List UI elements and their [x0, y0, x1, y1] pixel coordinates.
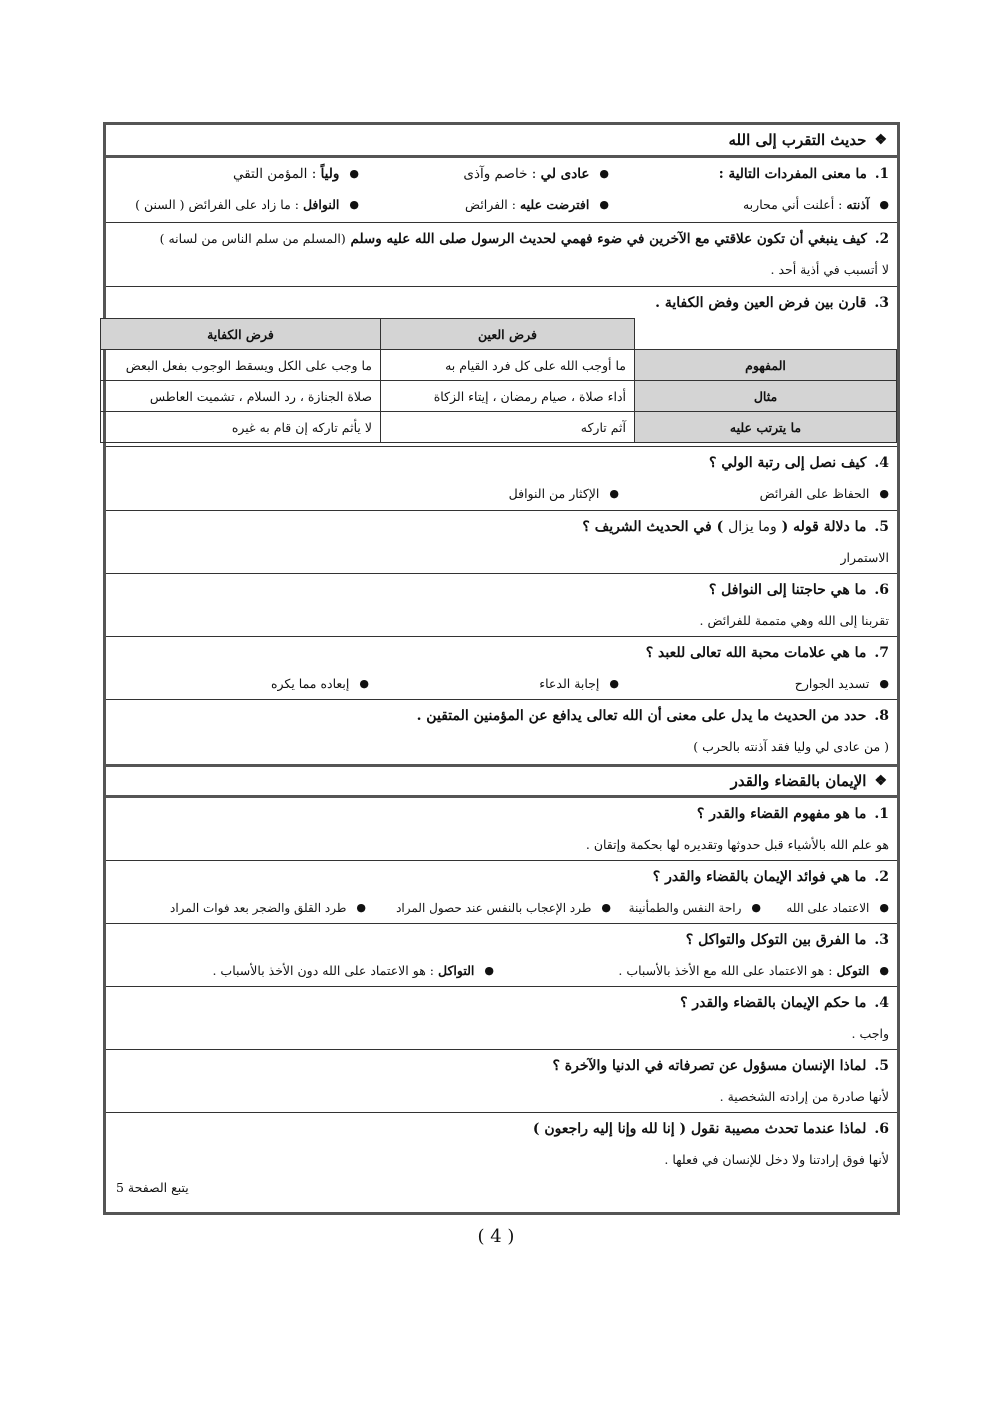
question-number: 6.	[874, 581, 889, 598]
answer-text: الاستمرار	[840, 550, 889, 565]
list-item: ● الحفاظ على الفرائض	[759, 486, 889, 501]
page-number: ( 4 )	[477, 1226, 515, 1247]
question-text: ما الفرق بين التوكل والتواكل ؟	[685, 931, 867, 948]
bullet-icon: ●	[356, 901, 366, 914]
worksheet-frame	[103, 122, 900, 1215]
table-cell: ما أوجب الله على كل فرد القيام به	[381, 350, 635, 381]
continue-note: يتبع الصفحة 5	[116, 1180, 189, 1195]
answer-text: هو علم الله بالأشياء قبل حدوثها وتقديره لها بحكمة وإتقان .	[585, 837, 889, 852]
question-block	[106, 700, 897, 764]
list-item: ● افترضت عليه : الفرائض	[465, 197, 609, 212]
answer-text: واجب .	[851, 1026, 889, 1041]
question-text: لماذا الإنسان مسؤول عن تصرفاته في الدنيا والآخرة ؟	[552, 1057, 867, 1074]
diamond-bullet-icon: ❖	[874, 773, 887, 789]
bullet-icon: ●	[879, 901, 889, 914]
question-number: 4.	[874, 994, 889, 1011]
question-number: 2.	[874, 230, 889, 247]
answer-text: لا أتسبب في أذية أحد .	[770, 262, 889, 277]
question-text: ما حكم الإيمان بالقضاء والقدر ؟	[680, 994, 867, 1011]
list-item: ● عادى لي : خاصم وآذى	[463, 165, 609, 182]
question-text: قارن بين فرض العين وفض الكفاية .	[655, 294, 867, 311]
question-block	[106, 223, 897, 287]
hadith-quote: (المسلم من سلم الناس من لسانه )	[159, 231, 346, 246]
question-block	[106, 637, 897, 700]
bullet-icon: ●	[751, 901, 761, 914]
question-block	[106, 158, 897, 223]
list-item: ● إجابة الدعاء	[539, 676, 619, 691]
list-item: ● آذنته : أعلنت أني محاربه	[742, 197, 889, 212]
list-item: ● راحة النفس والطمأنينة	[628, 900, 761, 915]
list-item: ● طرد القلق والضجر بعد فوات المراد	[169, 900, 366, 915]
list-item: ● النوافل : ما زاد على الفرائض ( السنن )	[135, 197, 359, 212]
bullet-icon: ●	[879, 487, 889, 500]
list-item: ● الإكثار من النوافل	[508, 486, 619, 501]
question-number: 1.	[874, 165, 889, 182]
table-cell: آثم تاركه	[381, 412, 635, 443]
question-text: ما هي علامات محبة الله تعالى للعبد ؟	[645, 644, 867, 661]
question-number: 3.	[874, 931, 889, 948]
table-cell: ما وجب على الكل ويسقط الوجوب بفعل البعض	[101, 350, 381, 381]
answer-text: لأنها صادرة من إرادته الشخصية .	[719, 1089, 889, 1104]
question-number: 3.	[874, 294, 889, 311]
answer-text: ( من عادى لي وليا فقد آذنته بالحرب )	[693, 739, 889, 754]
question-text: حدد من الحديث ما يدل على معنى أن الله تعالى يدافع عن المؤمنين المتقين .	[416, 707, 867, 724]
diamond-bullet-icon: ❖	[874, 132, 887, 148]
question-number: 8.	[874, 707, 889, 724]
bullet-icon: ●	[349, 167, 359, 180]
question-block	[106, 987, 897, 1050]
question-text: كيف ينبغي أن تكون علاقتي مع الآخرين في ضوء فهمي لحديث الرسول صلى الله عليه وسلم	[350, 230, 867, 247]
question-number: 6.	[874, 1120, 889, 1137]
question-number: 5.	[874, 1057, 889, 1074]
list-item: ● التوكل : هو الاعتماد على الله مع الأخذ بالأسباب .	[618, 963, 889, 978]
question-number: 5.	[874, 518, 889, 535]
question-block	[106, 287, 897, 447]
question-block	[106, 861, 897, 924]
comparison-table	[100, 318, 897, 443]
bullet-icon: ●	[349, 198, 359, 211]
list-item: ● طرد الإعجاب بالنفس عند حصول المراد	[396, 900, 611, 915]
question-number: 4.	[874, 454, 889, 471]
section-header-closeness-hadith	[106, 125, 897, 158]
table-row	[101, 350, 897, 381]
table-corner	[635, 319, 897, 350]
answer-text: تقربنا إلى الله وهي متممة للفرائض .	[699, 613, 889, 628]
column-header: فرض الكفاية	[101, 319, 381, 350]
bullet-icon: ●	[599, 198, 609, 211]
question-text: ما هي فوائد الإيمان بالقضاء والقدر ؟	[652, 868, 867, 885]
column-header: فرض العين	[381, 319, 635, 350]
table-row	[101, 381, 897, 412]
table-cell: أداء صلاة ، صيام رمضان ، إيتاء الزكاة	[381, 381, 635, 412]
list-item: ● الاعتماد على الله	[786, 900, 889, 915]
answer-text: لأنها فوق إرادتنا ولا دخل للإنسان في فعلها .	[664, 1152, 889, 1167]
question-text: لماذا عندما تحدث مصيبة نقول ( إنا لله وإنا إليه راجعون )	[532, 1120, 867, 1137]
question-text: ما هو مفهوم القضاء والقدر ؟	[696, 805, 867, 822]
bullet-icon: ●	[879, 964, 889, 977]
bullet-icon: ●	[879, 677, 889, 690]
question-text: ما هي حاجتنا إلى النوافل ؟	[708, 581, 867, 598]
bullet-icon: ●	[609, 677, 619, 690]
question-block	[106, 924, 897, 987]
table-cell: صلاة الجنازة ، رد السلام ، تشميت العاطس	[101, 381, 381, 412]
table-row	[101, 412, 897, 443]
question-number: 7.	[874, 644, 889, 661]
question-number: 1.	[874, 805, 889, 822]
bullet-icon: ●	[879, 198, 889, 211]
list-item: ● إبعاده مما يكره	[270, 676, 369, 691]
question-block	[106, 1050, 897, 1113]
list-item: ● التواكل : هو الاعتماد على الله دون الأخذ بالأسباب .	[212, 963, 494, 978]
row-label: المفهوم	[635, 350, 897, 381]
question-block	[106, 798, 897, 861]
list-item: ● تسديد الجوارح	[794, 676, 889, 691]
question-text: ما معنى المفردات التالية :	[718, 165, 867, 182]
section-title: الإيمان بالقضاء والقدر	[730, 772, 867, 790]
bullet-icon: ●	[599, 167, 609, 180]
question-number: 2.	[874, 868, 889, 885]
row-label: ما يترتب عليه	[635, 412, 897, 443]
bullet-icon: ●	[609, 487, 619, 500]
question-block	[106, 574, 897, 637]
list-item: ● ولياً : المؤمن التقي	[232, 165, 359, 182]
bullet-icon: ●	[359, 677, 369, 690]
section-title: حديث التقرب إلى الله	[728, 131, 867, 149]
question-text: كيف نصل إلى رتبة الولي ؟	[709, 454, 867, 471]
question-block	[106, 1113, 897, 1203]
bullet-icon: ●	[484, 964, 494, 977]
quoted-phrase: وما يزال	[728, 518, 777, 535]
bullet-icon: ●	[601, 901, 611, 914]
table-cell: لا يأثم تاركه إن قام به غيره	[101, 412, 381, 443]
question-block	[106, 447, 897, 511]
row-label: مثال	[635, 381, 897, 412]
section-header-qadar	[106, 764, 897, 798]
question-block: 5. ما دلالة قوله ( وما يزال ) في الحديث الشريف ؟ الاستمرار	[106, 511, 897, 574]
